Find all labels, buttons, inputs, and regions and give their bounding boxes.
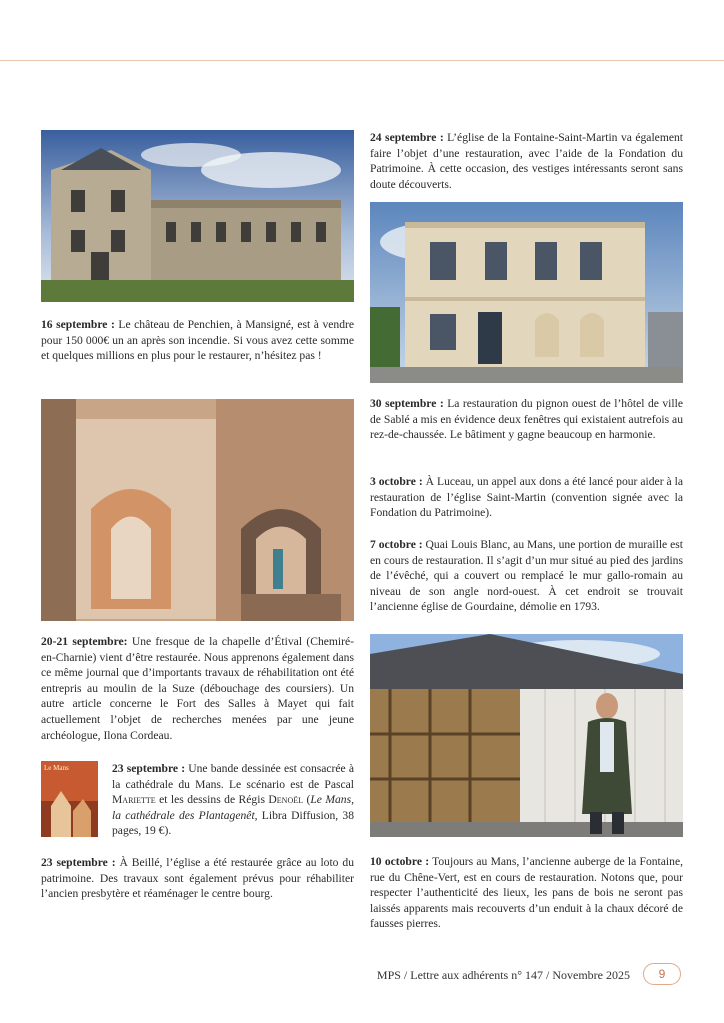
entry-date: 10 octobre : bbox=[370, 855, 430, 868]
entry-23-septembre-bd bbox=[112, 761, 354, 839]
entry-text: ( bbox=[303, 793, 311, 807]
entry-text: Le château de Penchien, à Mansigné, est à vendre pour 150 000€ un an après son incendie. Si vous avez cette somme et quelques millions en plus pour le restaurer, n’hésitez pas ! bbox=[41, 318, 354, 363]
book-title: Le Mans, la cathédrale des Plantagenêt bbox=[112, 793, 355, 822]
entry-date: 23 septembre : bbox=[41, 856, 116, 869]
entry-23-septembre-beille bbox=[41, 855, 354, 902]
entry-text: À Luceau, un appel aux dons a été lancé pour aider à la restauration de l’église Saint-Martin (convention signée avec la Fondation du Patrimoine). bbox=[370, 475, 683, 520]
book-cover-title: Le Mans bbox=[44, 764, 69, 772]
photo-hotel-de-ville-sable bbox=[370, 202, 683, 383]
photo-chateau-penchien bbox=[41, 130, 354, 302]
page-number-badge: 9 bbox=[643, 963, 681, 985]
entry-text: Une bande dessinée est consacrée à la cathédrale du Mans. Le scénario est de Pascal bbox=[112, 762, 354, 791]
footer-issue-info: MPS / Lettre aux adhérents n° 147 / Novembre 2025 bbox=[376, 968, 630, 982]
author-name: Denoël bbox=[268, 793, 303, 807]
author-name: Mariette bbox=[112, 793, 156, 807]
entry-text: Quai Louis Blanc, au Mans, une portion de muraille est en cours de restauration. Il s’agit d’un mur situé au pied des jardins de l’évêché, qui a couvert ou remplacé le mur gallo-romain au niveau de son angle nord-ouest. À cet endroit se trouvait l’ancienne église de Gourdaine, démolie en 1793. bbox=[370, 538, 683, 614]
entry-text: , Libra Diffusion, 38 pages, 19 €). bbox=[112, 808, 354, 838]
entry-text: et les dessins de Régis bbox=[155, 793, 269, 807]
entry-date: 30 septembre : bbox=[370, 397, 444, 410]
entry-24-septembre bbox=[370, 130, 683, 192]
entry-text: L’église de la Fontaine-Saint-Martin va également faire l’objet d’une restauration, avec l’aide de la Fondation du Patrimoine. À cette occasion, des vestiges intéressants seront sans doute découverts. bbox=[370, 131, 683, 191]
entry-date: 7 octobre : bbox=[370, 538, 423, 551]
entry-16-septembre bbox=[41, 317, 354, 364]
entry-3-octobre bbox=[370, 474, 683, 521]
entry-text: Toujours au Mans, l’ancienne auberge de la Fontaine, rue du Chêne-Vert, est en cours de restauration. Notons que, pour respecter l’authenticité des lieux, les pans de bois ne seront pas laissés apparents mais recouverts d’un enduit à la chaux décoré de fausses pierres. bbox=[370, 855, 683, 931]
entry-30-septembre bbox=[370, 396, 683, 443]
entry-7-octobre bbox=[370, 537, 683, 615]
entry-20-21-septembre bbox=[41, 634, 354, 743]
entry-date: 24 septembre : bbox=[370, 131, 444, 144]
entry-date: 20-21 septembre: bbox=[41, 635, 128, 648]
header-rule bbox=[0, 60, 724, 61]
photo-fresque-etival bbox=[41, 399, 354, 621]
entry-text: La restauration du pignon ouest de l’hôtel de ville de Sablé a mis en évidence deux fenêtres qui existaient autrefois au rez-de-chaussée. Le bâtiment y gagne beaucoup en harmonie. bbox=[370, 397, 683, 442]
entry-date: 23 septembre : bbox=[112, 762, 186, 775]
entry-text: À Beillé, l’église a été restaurée grâce au loto du patrimoine. Des travaux sont également prévus pour réhabiliter l’ancien presbytère et réaménager le centre bourg. bbox=[41, 856, 354, 901]
photo-auberge-fontaine bbox=[370, 634, 683, 837]
entry-10-octobre bbox=[370, 854, 683, 932]
entry-text: Une fresque de la chapelle d’Étival (Chemiré-en-Charnie) vient d’être restaurée. Nous apprenons également dans ce même journal que d’importants travaux de réhabilitation ont été entrepris au moulin de la Suze (débouchage des coursiers). Un autre article concerne le Fort des Salles à Mayet qui fait actuellement l’objet de recherches menées par une jeune archéologue, Ilona Cordeau. bbox=[41, 635, 354, 742]
book-cover-image bbox=[41, 761, 98, 837]
entry-date: 16 septembre : bbox=[41, 318, 115, 331]
entry-date: 3 octobre : bbox=[370, 475, 423, 488]
